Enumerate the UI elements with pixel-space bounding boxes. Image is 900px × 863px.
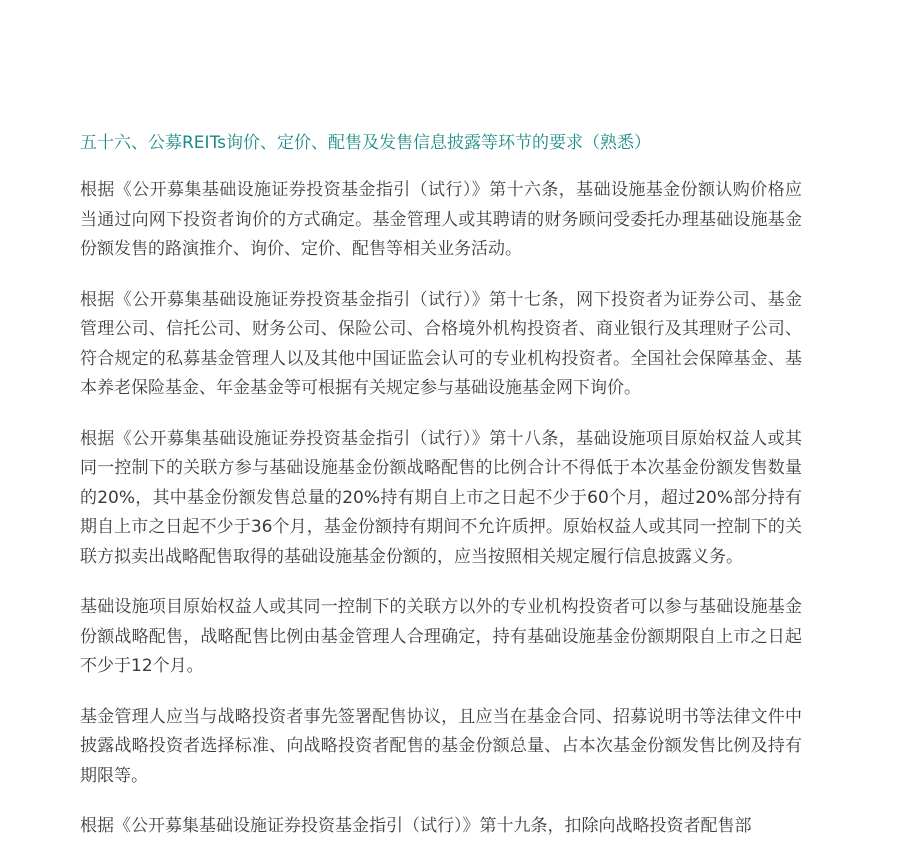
paragraph-article-17: 根据《公开募集基础设施证券投资基金指引（试行）》第十七条，网下投资者为证券公司、基金管理公司、信托公司、财务公司、保险公司、合格境外机构投资者、商业银行及其理财子公司、符合规定的私募基金管理人以及其他中国证监会认可的专业机构投资者。全国社会保障基金、基本养老保险基金、年金基金等可根据有关规定参与基础设施基金网下询价。 <box>80 289 802 398</box>
paragraph-strategic-investors: 基础设施项目原始权益人或其同一控制下的关联方以外的专业机构投资者可以参与基础设施基金份额战略配售，战略配售比例由基金管理人合理确定，持有基础设施基金份额期限自上市之日起不少于12个月。 <box>80 597 802 676</box>
paragraph-article-19: 根据《公开募集基础设施证券投资基金指引（试行）》第十九条，扣除向战略投资者配售部 <box>80 816 752 836</box>
paragraph-placement-agreement: 基金管理人应当与战略投资者事先签署配售协议，且应当在基金合同、招募说明书等法律文件中披露战略投资者选择标准、向战略投资者配售的基金份额总量、占本次基金份额发售比例及持有期限等。 <box>80 706 802 786</box>
paragraph-article-18: 根据《公开募集基础设施证券投资基金指引（试行）》第十八条，基础设施项目原始权益人或其同一控制下的关联方参与基础设施基金份额战略配售的比例合计不得低于本次基金份额发售数量的20%，其中基金份额发售总量的20%持有期自上市之日起不少于60个月，超过20%部分持有期自上市之日起不少于36个月，基金份额持有期间不允许质押。原始权益人或其同一控制下的关联方拟卖出战略配售取得的基础设施基金份额的，应当按照相关规定履行信息披露义务。 <box>80 428 802 567</box>
article-body <box>80 128 802 863</box>
section-heading: 五十六、公募REITs询价、定价、配售及发售信息披露等环节的要求（熟悉） <box>80 133 651 153</box>
paragraph-article-16: 根据《公开募集基础设施证券投资基金指引（试行）》第十六条，基础设施基金份额认购价格应当通过向网下投资者询价的方式确定。基金管理人或其聘请的财务顾问受委托办理基础设施基金份额发售的路演推介、询价、定价、配售等相关业务活动。 <box>80 180 802 259</box>
